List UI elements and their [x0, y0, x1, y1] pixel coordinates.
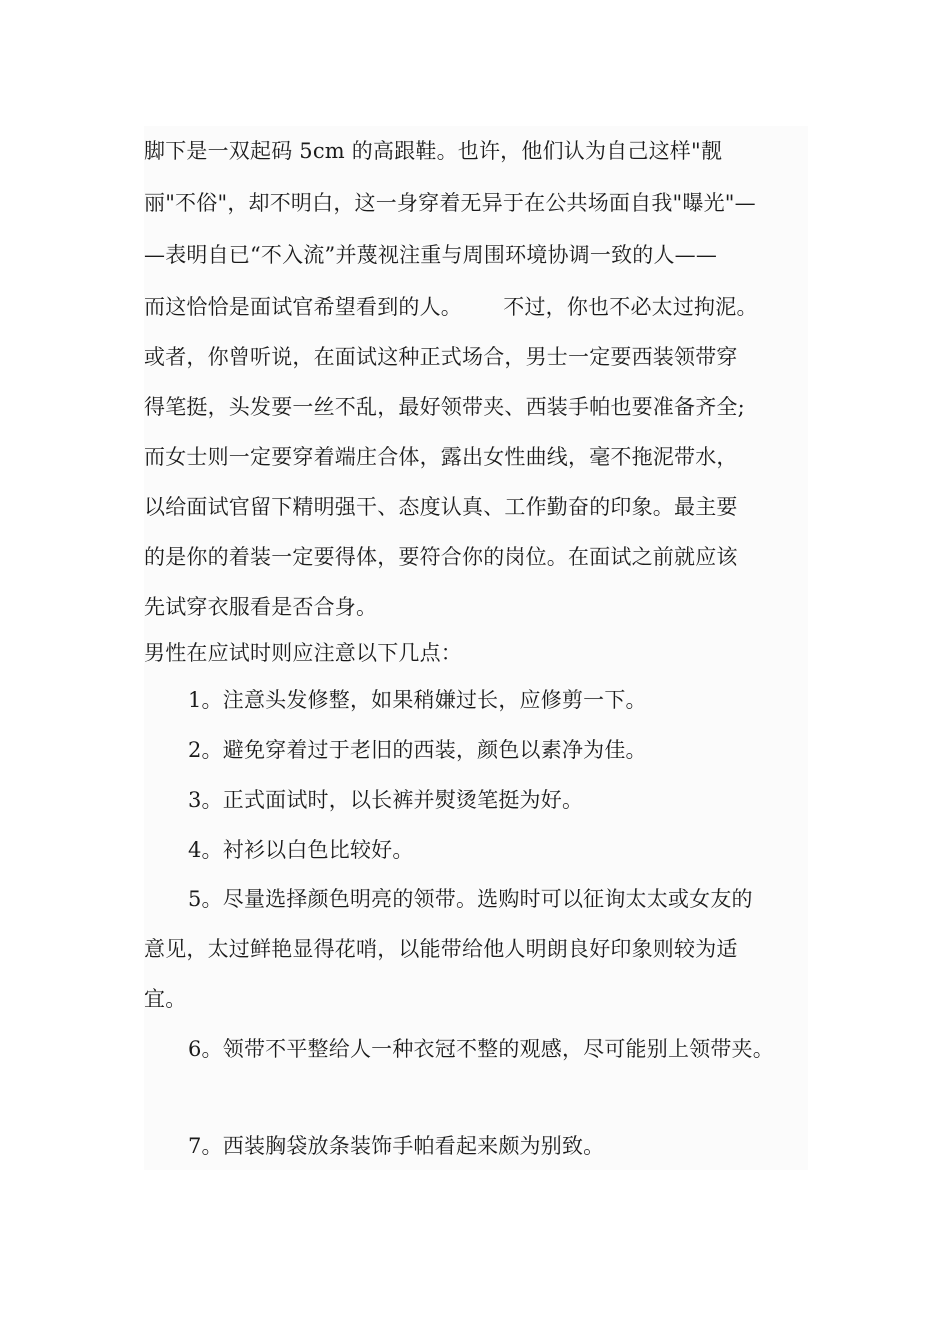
text-line: 脚下是一双起码 5cm 的高跟鞋。也许，他们认为自己这样"靓 — [144, 139, 723, 163]
section-heading: 男性在应试时则应注意以下几点： — [144, 641, 462, 665]
text-line: 的是你的着装一定要得体，要符合你的岗位。在面试之前就应该 — [144, 545, 738, 569]
text-line: —表明自已“不入流”并蔑视注重与周围环境协调一致的人—— — [144, 243, 718, 267]
text-line: 或者，你曾听说，在面试这种正式场合，男士一定要西装领带穿 — [144, 345, 738, 369]
list-item-continuation: 宜。 — [144, 987, 187, 1011]
list-item: 4。衬衫以白色比较好。 — [188, 838, 414, 862]
list-item-continuation: 意见，太过鲜艳显得花哨，以能带给他人明朗良好印象则较为适 — [144, 937, 738, 961]
text-line: 而这恰恰是面试官希望看到的人。 不过，你也不必太过拘泥。 — [144, 295, 758, 319]
text-line: 得笔挺，头发要一丝不乱，最好领带夹、西装手帕也要准备齐全; — [144, 395, 745, 419]
list-item: 1。注意头发修整，如果稍嫌过长，应修剪一下。 — [188, 688, 647, 712]
text-line: 先试穿衣服看是否合身。 — [144, 595, 378, 619]
text-line: 丽"不俗"，却不明白，这一身穿着无异于在公共场面自我"曝光"— — [144, 191, 756, 215]
list-item: 5。尽量选择颜色明亮的领带。选购时可以征询太太或女友的 — [188, 887, 753, 911]
text-line: 以给面试官留下精明强干、态度认真、工作勤奋的印象。最主要 — [144, 495, 738, 519]
document-body — [144, 126, 808, 1170]
list-item: 7。西装胸袋放条装饰手帕看起来颇为别致。 — [188, 1134, 605, 1158]
list-item: 6。领带不平整给人一种衣冠不整的观感，尽可能别上领带夹。 — [188, 1037, 774, 1061]
list-item: 2。避免穿着过于老旧的西装，颜色以素净为佳。 — [188, 738, 647, 762]
text-line: 而女士则一定要穿着端庄合体，露出女性曲线，毫不拖泥带水， — [144, 445, 738, 469]
list-item: 3。正式面试时，以长裤并熨烫笔挺为好。 — [188, 788, 584, 812]
